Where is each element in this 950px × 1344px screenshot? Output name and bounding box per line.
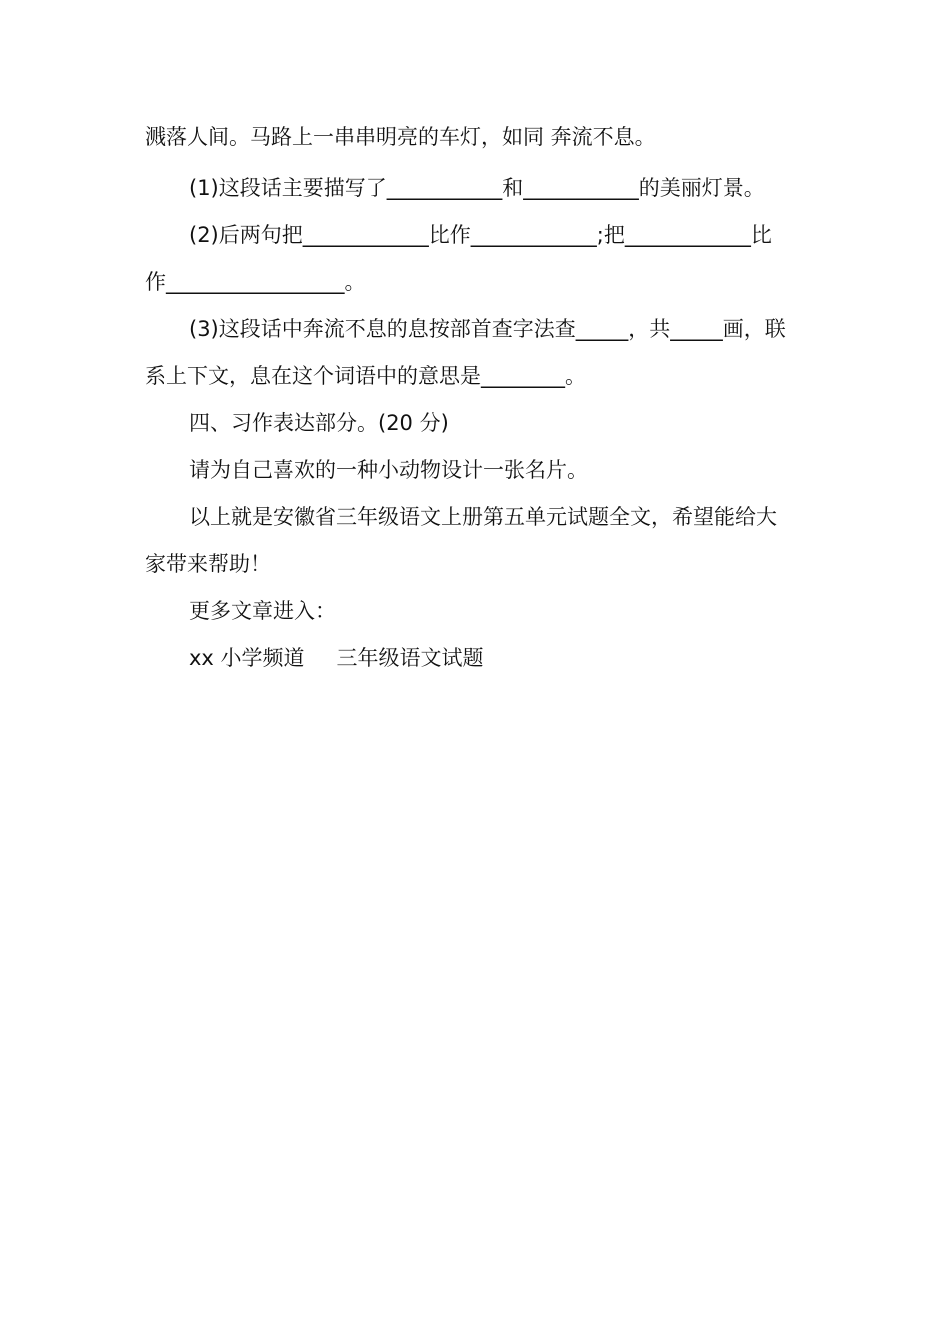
paragraph-line: 溅落人间。马路上一串串明亮的车灯，如同 奔流不息。 <box>145 125 656 149</box>
question-3: (3)这段话中奔流不息的息按部首查字法查_____，共_____画，联 <box>189 317 786 341</box>
question-2: (2)后两句把____________比作____________;把____________比 <box>189 223 772 247</box>
link-primary-channel[interactable]: xx 小学频道 <box>189 646 305 670</box>
document-body <box>145 114 807 682</box>
question-3-continued: 系上下文，息在这个词语中的意思是________。 <box>145 364 586 388</box>
more-articles-label: 更多文章进入： <box>189 599 336 623</box>
section-heading: 四、习作表达部分。(20 分) <box>189 411 449 435</box>
closing-text-continued: 家带来帮助！ <box>145 552 271 576</box>
writing-prompt: 请为自己喜欢的一种小动物设计一张名片。 <box>189 458 588 482</box>
question-1: (1)这段话主要描写了___________和___________的美丽灯景。 <box>189 176 765 200</box>
closing-text: 以上就是安徽省三年级语文上册第五单元试题全文，希望能给大 <box>189 505 777 529</box>
related-links <box>145 635 807 682</box>
link-grade3-chinese-tests[interactable]: 三年级语文试题 <box>336 646 484 670</box>
question-2-continued: 作_________________。 <box>145 270 366 294</box>
